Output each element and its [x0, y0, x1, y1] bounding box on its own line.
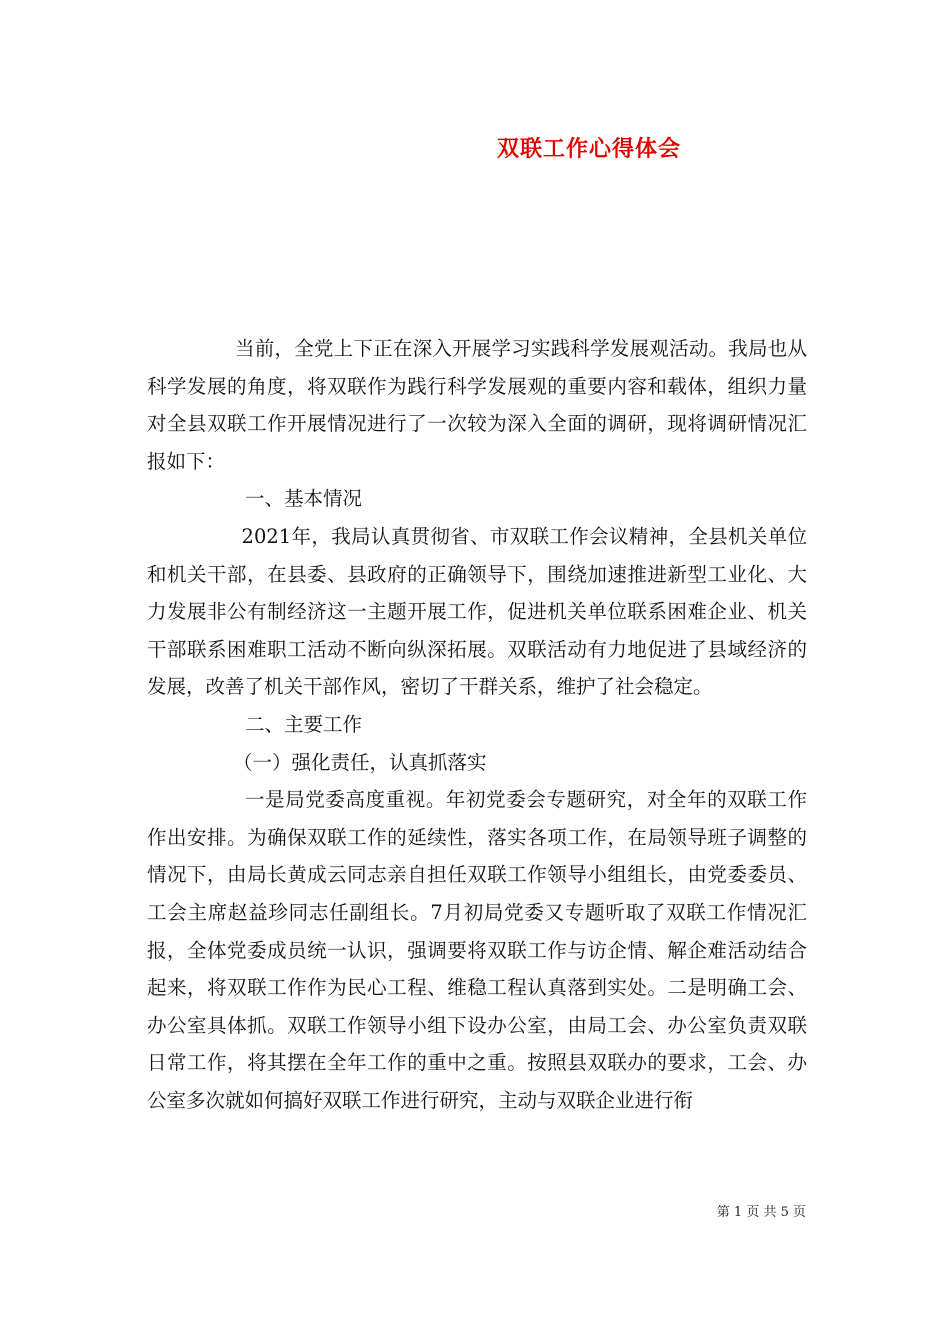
paragraph-responsibility: 一是局党委高度重视。年初党委会专题研究，对全年的双联工作作出安排。为确保双联工作的延续性，落实各项工作，在局领导班子调整的情况下，由局长黄成云同志亲自担任双联工作领导小组组长，由党委委员、工会主席赵益珍同志任副组长。7月初局党委又专题听取了双联工作情况汇报，全体党委成员统一认识，强调要将双联工作与访企情、解企难活动结合起来，将双联工作作为民心工程、维稳工程认真落到实处。二是明确工会、办公室具体抓。双联工作领导小组下设办公室，由局工会、办公室负责双联日常工作，将其摆在全年工作的重中之重。按照县双联办的要求，工会、办公室多次就如何搞好双联工作进行研究，主动与双联企业进行衔 [147, 788, 807, 1112]
subheading-responsibility: （一）强化责任，认真抓落实 [233, 750, 487, 774]
heading-basic-situation: 一、基本情况 [245, 487, 363, 511]
page-footer: 第 1 页 共 5 页 [716, 1205, 806, 1220]
document-body [147, 330, 807, 1119]
document-title: 双联工作心得体会 [496, 136, 681, 162]
paragraph-intro: 当前，全党上下正在深入开展学习实践科学发展观活动。我局也从科学发展的角度，将双联作为践行科学发展观的重要内容和载体，组织力量对全县双联工作开展情况进行了一次较为深入全面的调研，现将调研情况汇报如下： [147, 337, 807, 473]
paragraph-basic-situation: 2021年，我局认真贯彻省、市双联工作会议精神，全县机关单位和机关干部，在县委、县政府的正确领导下，围绕加速推进新型工业化、大力发展非公有制经济这一主题开展工作，促进机关单位联系困难企业、机关干部联系困难职工活动不断向纵深拓展。双联活动有力地促进了县域经济的发展，改善了机关干部作风，密切了干群关系，维护了社会稳定。 [147, 524, 807, 699]
heading-main-work: 二、主要工作 [245, 712, 363, 736]
